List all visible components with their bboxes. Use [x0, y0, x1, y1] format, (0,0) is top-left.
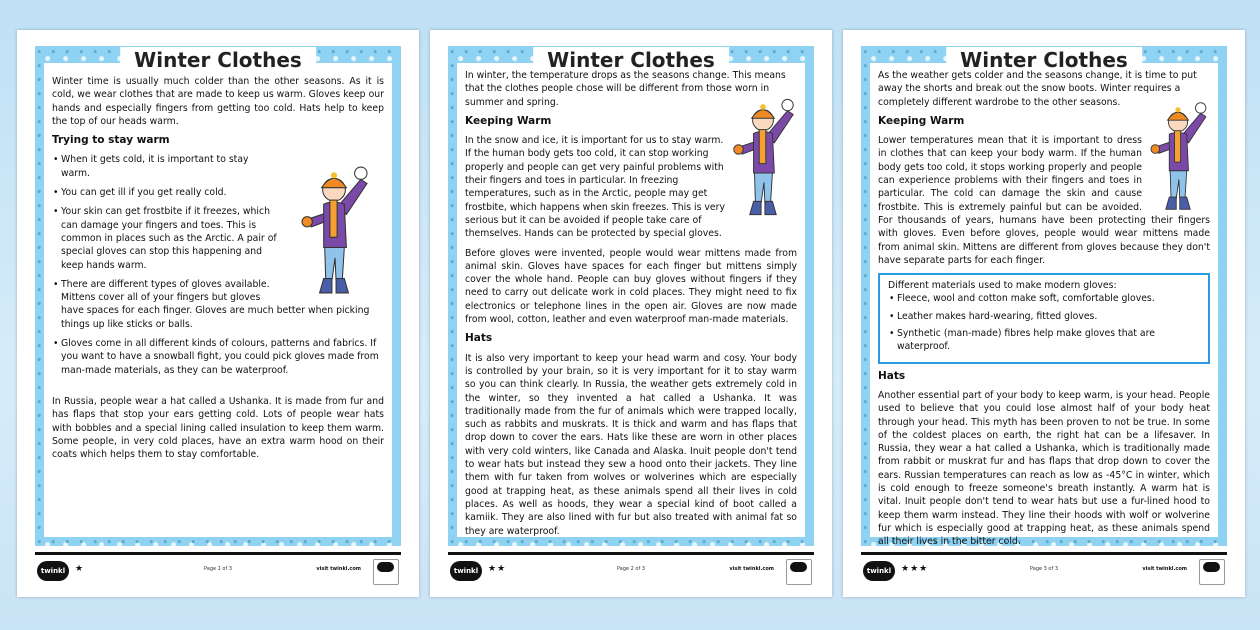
- page-title: Winter Clothes: [120, 47, 316, 73]
- worksheet-page-1: [17, 30, 419, 597]
- snowflake-border: [35, 46, 401, 546]
- twinkl-logo: twinkl: [37, 561, 69, 581]
- intro-paragraph: As the weather gets colder and the seasons change, it is time to put away the shorts and break out the snow boots. Winter requires a completely different wardrobe to the other seasons.: [878, 70, 1197, 108]
- section-heading-keeping-warm: Keeping Warm: [465, 114, 552, 127]
- quality-badge-icon: [1199, 559, 1225, 585]
- page-number: Page 2 of 3: [616, 566, 646, 572]
- bullet-item: • Leather makes hard-wearing, fitted gloves.: [897, 310, 1200, 323]
- quality-badge-icon: [373, 559, 399, 585]
- difficulty-stars: ★★★: [901, 564, 929, 574]
- bullet-item: • Your skin can get frostbite if it freezes, which can damage your fingers and toes. This is common in places such as the Arctic. A pair of special gloves can stop this happening and keep hands warm.: [61, 205, 384, 271]
- girl-snowball-illustration: [729, 97, 797, 217]
- quality-badge-icon: [786, 559, 812, 585]
- keeping-warm-paragraph: In the snow and ice, it is important for us to stay warm. If the human body gets too cold, it can stop working properly and people can get very painful problems with their fingers and toes in particular. In freezing temperatures, such as in the Arctic, people may get frostbite, which happens when skin freezes. This is very serious but it can be avoided if people take care of themselves. Hands can be protected by special gloves.: [465, 135, 725, 240]
- russia-paragraph: In Russia, people wear a hat called a Ushanka. It is made from fur and has flaps that stop your ears getting cold. Lots of people wear hats with bobbles and a special lining called insulation to keep them warm. Some people, in very cold places, have an extra warm hood on their coats which helps them to stay comfortable.: [52, 395, 384, 461]
- keeping-warm-paragraph: Lower temperatures mean that it is important to dress in clothes that can keep your body warm. If the human body gets too cold, it stops working properly and people can experience problems with their fingers and toes in particular. The cold can damage the skin and cause frostbite. This is extremely painful but can be avoided. For thousands of years, humans have been protecting their fingers with gloves. Even before gloves, people would wear mittens made from animal skin. Mittens are different from gloves because they don't have separate parts for each finger.: [878, 135, 1210, 266]
- hats-paragraph: It is also very important to keep your head warm and cosy. Your body is controlled by your brain, so it is very important for it to stay warm so you can think clearly. In Russia, the weather gets extremely cold in the winter, so they invented a hat called a Ushanka. It was traditionally made from the fur of animals which were trapped locally, such as rabbits and muskrats. It is thick and warm and has flaps that drop down to cover the ears. Hats like these are worn in other places with very cold winters, like Canada and Alaska. Inuit people don't tend to wear hats but instead they sew a hood onto their jackets. They line them with fur taken from wolves or wolverines which are especially good at trapping heat, as these animals spend all their lives in cold places. As well as hoods, they wear a special kind of boot called a kamiik. They are also lined with fur but also treated with animal fat so they are waterproof.: [465, 352, 797, 537]
- section-heading-keeping-warm: Keeping Warm: [878, 114, 965, 127]
- hats-paragraph: Another essential part of your body to keep warm, is your head. People used to believe that you could lose almost half of your body heat through your head. This myth has been proven to not be true. In some of the coldest places on earth, the right hat can be a lifesaver. In Russia, they wear a hat called a Ushanka, which is traditionally made from rabbit or muskrat fur and has flaps that drop down to cover the ears. Russian temperatures can reach as low as -45°C in winter, which is cold enough to freeze someone's breath instantly. A warm hat is vital. Inuit people don't tend to wear hats but use a fur-lined hood to keep them warm instead. They line their hoods with wolf or wolverine fur which is especially good at trapping heat, as these animals spend all their lives in the bitter cold.: [878, 389, 1211, 548]
- page-number: Page 3 of 3: [1029, 566, 1059, 572]
- section-heading-hats: Hats: [465, 332, 493, 345]
- materials-box-heading: Different materials used to make modern gloves:: [888, 280, 1117, 292]
- bullet-item: • When it gets cold, it is important to stay warm.: [61, 153, 251, 180]
- bullet-item: • Gloves come in all different kinds of colours, patterns and fabrics. If you want to have a snowball fight, you could pick gloves made from man-made materials, as they can be waterproof.: [61, 337, 384, 377]
- materials-info-box: [878, 273, 1210, 363]
- page-footer: [861, 552, 1227, 595]
- snowflake-border: [448, 46, 814, 546]
- bullet-item: • There are different types of gloves available. Mittens cover all of your fingers but gloves have spaces for each finger. Gloves are much better when picking things up like sticks or balls.: [61, 278, 384, 331]
- section-heading-hats: Hats: [878, 369, 906, 382]
- difficulty-stars: ★: [75, 564, 85, 574]
- intro-paragraph: Winter time is usually much colder than the other seasons. As it is cold, we wear clothes that are made to keep us warm. Gloves keep our hands and especially fingers from getting too cold. Hats help to keep the top of our heads warm.: [52, 76, 384, 127]
- twinkl-logo: twinkl: [450, 561, 482, 581]
- page-footer: [448, 552, 814, 595]
- bullet-item: • You can get ill if you get really cold.: [61, 186, 384, 199]
- bullet-item: • Fleece, wool and cotton make soft, comfortable gloves.: [897, 292, 1200, 305]
- page-number: Page 1 of 3: [203, 566, 233, 572]
- bullet-item: • Synthetic (man-made) fibres help make gloves that are waterproof.: [897, 327, 1200, 354]
- section-heading: Trying to stay warm: [52, 134, 170, 147]
- intro-paragraph: In winter, the temperature drops as the seasons change. This means that the clothes people chose will be different from those worn in summer and spring.: [465, 70, 786, 108]
- girl-snowball-illustration: [1146, 101, 1210, 211]
- gloves-paragraph: Before gloves were invented, people would wear mittens made from animal skin. Gloves have spaces for each finger but mittens simply cover the whole hand. People can buy gloves without fingers if they need to carry out delicate work in cold places. They might need to fix electronics or telephone lines in the open air. Gloves are now made from wool, cotton, leather and even waterproof man-made materials.: [465, 247, 797, 326]
- difficulty-stars: ★★: [488, 564, 507, 574]
- twinkl-logo: twinkl: [863, 561, 895, 581]
- website-link[interactable]: visit twinkl.com: [729, 566, 774, 572]
- worksheet-page-3: [843, 30, 1245, 597]
- website-link[interactable]: visit twinkl.com: [316, 566, 361, 572]
- page-footer: [35, 552, 401, 595]
- page-title: Winter Clothes: [946, 47, 1142, 73]
- page-title: Winter Clothes: [533, 47, 729, 73]
- worksheet-page-2: [430, 30, 832, 597]
- snowflake-border: [861, 46, 1227, 546]
- website-link[interactable]: visit twinkl.com: [1142, 566, 1187, 572]
